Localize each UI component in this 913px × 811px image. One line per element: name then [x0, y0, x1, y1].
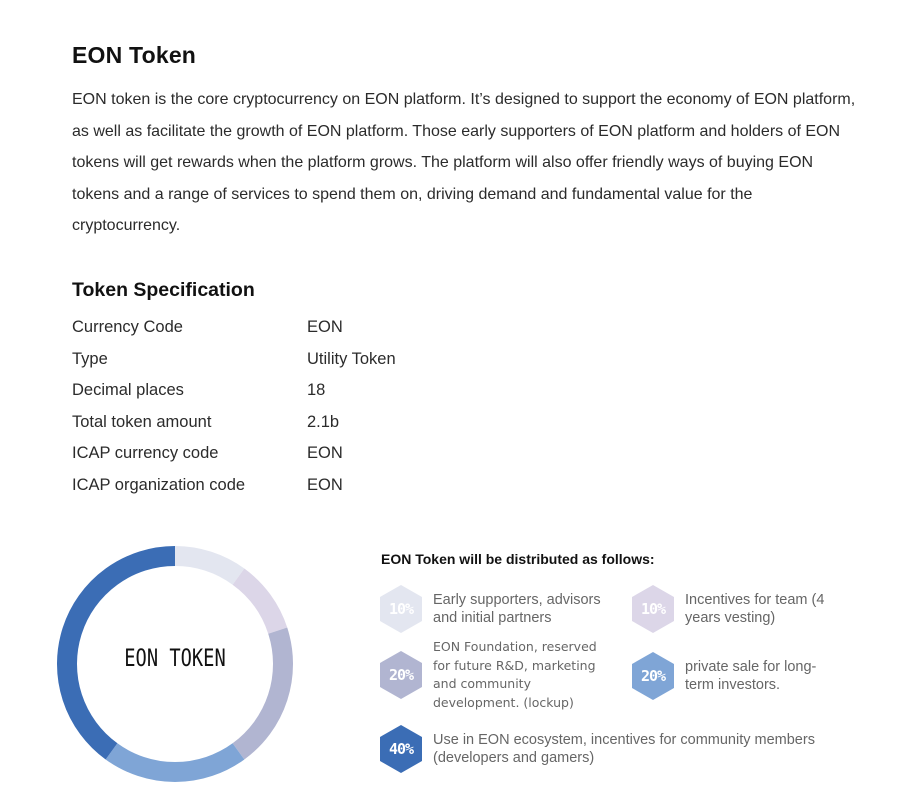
hexagon-badge-icon: 20% — [630, 651, 676, 701]
spec-value: EON — [307, 444, 343, 463]
spec-title: Token Specification — [72, 279, 255, 301]
distribution-item-foundation — [378, 638, 608, 712]
spec-value: 2.1b — [307, 412, 340, 431]
spec-key: Type — [72, 349, 108, 368]
distribution-item-label: Early supporters, advisors and initial partners — [433, 592, 601, 626]
spec-value: 18 — [307, 381, 326, 400]
distribution-item-label: Use in EON ecosystem, incentives for community members (developers and gamers) — [433, 732, 815, 766]
spec-key: Currency Code — [72, 318, 183, 337]
page-title: EON Token — [72, 42, 197, 68]
distribution-item-label: Incentives for team (4 years vesting) — [685, 592, 825, 626]
distribution-title: EON Token will be distributed as follows: — [381, 551, 655, 567]
spec-key: Total token amount — [72, 412, 212, 431]
spec-table — [72, 312, 396, 501]
distribution-item-private-sale — [630, 651, 835, 701]
donut-segment — [175, 556, 238, 577]
spec-key: ICAP currency code — [72, 444, 219, 463]
spec-row — [72, 438, 396, 470]
distribution-item-label: EON Foundation, reserved for future R&D, marketing and community development. (lockup) — [433, 639, 597, 710]
spec-value: EON — [307, 318, 343, 337]
spec-key: Decimal places — [72, 381, 184, 400]
hexagon-badge-icon: 10% — [378, 584, 424, 634]
hexagon-badge-icon: 20% — [378, 650, 424, 700]
spec-row — [72, 470, 396, 502]
spec-row — [72, 407, 396, 439]
donut-center-label: EON TOKEN — [124, 644, 226, 672]
spec-row — [72, 312, 396, 344]
donut-segment — [238, 577, 277, 631]
distribution-item-label: private sale for long-term investors. — [685, 659, 817, 693]
spec-value: EON — [307, 475, 343, 494]
hexagon-badge-icon: 10% — [630, 584, 676, 634]
spec-key: ICAP organization code — [72, 475, 246, 494]
hexagon-badge-icon: 40% — [378, 724, 424, 774]
donut-segment — [112, 751, 239, 772]
spec-row — [72, 375, 396, 407]
distribution-item-ecosystem — [378, 724, 853, 774]
distribution-item-early-supporters — [378, 584, 618, 634]
spec-row — [72, 344, 396, 376]
distribution-item-team — [630, 584, 825, 634]
spec-value: Utility Token — [307, 349, 396, 368]
intro-paragraph: EON token is the core cryptocurrency on EON platform. It’s designed to support the economy of EON platform, as well as facilitate the growth of EON platform. Those early supporters of EON platform and holders of EON tokens will get rewards when the platform grows. The platform will also offer friendly ways of buying EON tokens and a range of services to spend them on, driving demand and fundamental value for the cryptocurrency. — [72, 91, 856, 234]
